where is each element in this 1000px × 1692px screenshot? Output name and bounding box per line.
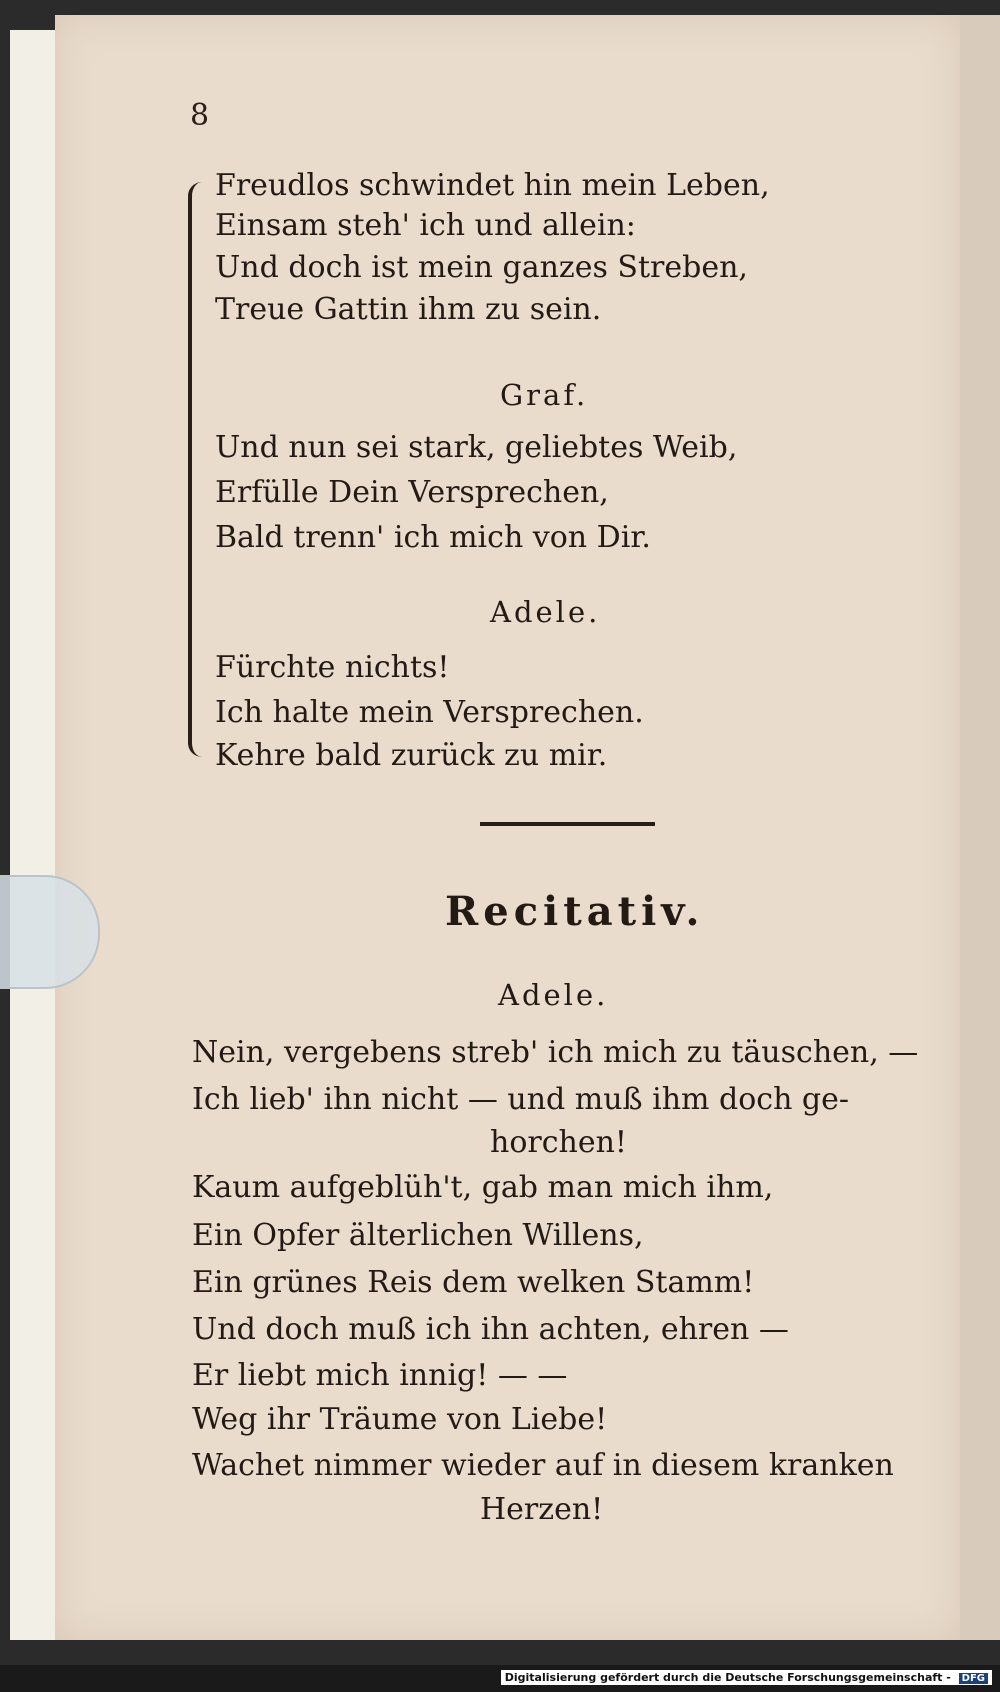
section-heading: Recitativ. xyxy=(445,888,705,935)
digitization-footer xyxy=(501,1670,992,1685)
verse-line: Bald trenn' ich mich von Dir. xyxy=(215,520,651,555)
verse-line: Herzen! xyxy=(480,1492,604,1527)
verse-line: Freudlos schwindet hin mein Leben, xyxy=(215,168,770,203)
verse-line: Und doch muß ich ihn achten, ehren — xyxy=(192,1312,789,1347)
verse-line: Erfülle Dein Versprechen, xyxy=(215,475,609,510)
section-divider xyxy=(480,822,655,826)
verse-line: Weg ihr Träume von Liebe! xyxy=(192,1402,608,1437)
verse-line: Kehre bald zurück zu mir. xyxy=(215,738,608,773)
footer-text: Digitalisierung gefördert durch die Deutsche Forschungsgemeinschaft - xyxy=(504,1671,951,1684)
verse-line: Und doch ist mein ganzes Streben, xyxy=(215,250,748,285)
page-edge-right xyxy=(960,15,1000,1640)
verse-line: Wachet nimmer wieder auf in diesem kranken xyxy=(192,1448,894,1483)
verse-line: Kaum aufgeblüh't, gab man mich ihm, xyxy=(192,1170,774,1205)
verse-line: Er liebt mich innig! — — xyxy=(192,1358,568,1393)
verse-line: Ich halte mein Versprechen. xyxy=(215,695,644,730)
speaker-label: Adele. xyxy=(498,978,609,1012)
verse-bracket xyxy=(188,182,208,757)
verse-line: Ein Opfer älterlichen Willens, xyxy=(192,1218,644,1253)
verse-line: Einsam steh' ich und allein: xyxy=(215,208,636,243)
speaker-label: Adele. xyxy=(490,595,601,629)
book-spine xyxy=(10,30,56,1640)
verse-line: Treue Gattin ihm zu sein. xyxy=(215,292,602,327)
page-number: 8 xyxy=(190,98,210,133)
verse-line: Fürchte nichts! xyxy=(215,650,450,685)
verse-line: Und nun sei stark, geliebtes Weib, xyxy=(215,430,738,465)
dfg-logo: DFG xyxy=(959,1673,988,1684)
verse-line: Nein, vergebens streb' ich mich zu täuschen, — xyxy=(192,1035,919,1070)
verse-line: Ein grünes Reis dem welken Stamm! xyxy=(192,1265,755,1300)
verse-line: horchen! xyxy=(490,1125,627,1160)
verse-line: Ich lieb' ihn nicht — und muß ihm doch ge- xyxy=(192,1082,850,1117)
speaker-label: Graf. xyxy=(500,378,589,412)
